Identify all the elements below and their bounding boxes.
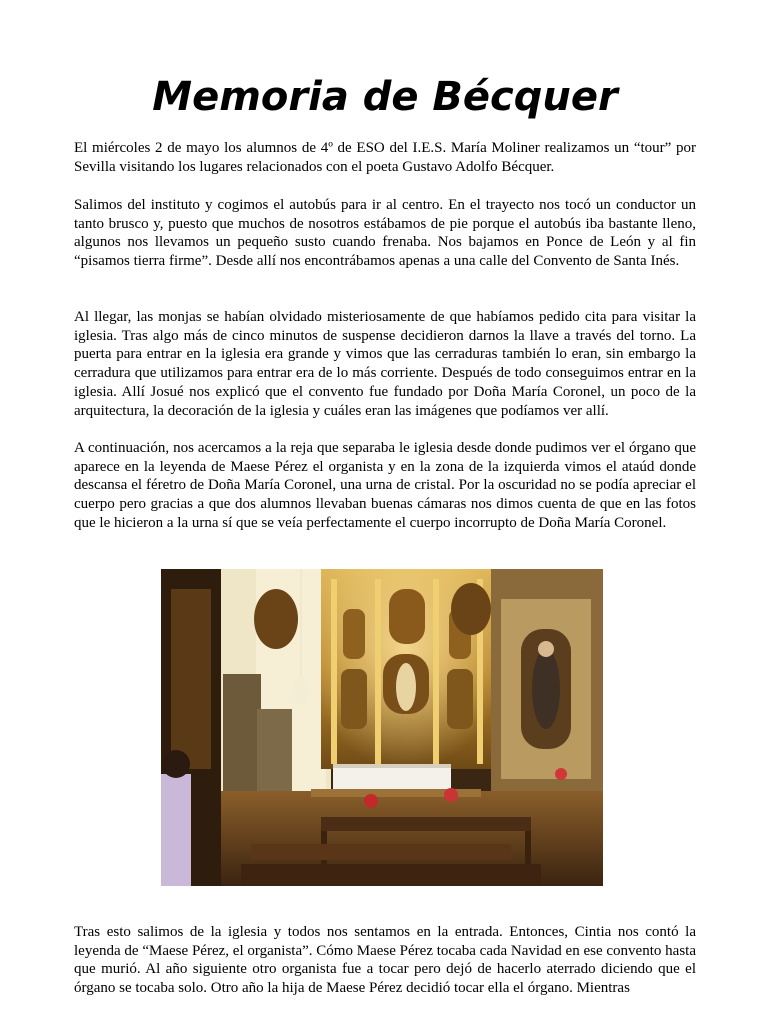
church-altar-photo xyxy=(161,569,603,886)
paragraph-bus-trip: Salimos del instituto y cogimos el autobús para ir al centro. En el trayecto nos tocó un conductor un tanto brusco y, puesto que muchos de nosotros estábamos de pie porque el autobús iba bastante lleno, algunos nos llevamos un pequeño susto cuando frenaba. Nos bajamos en Ponce de León y al fin “pisamos tierra firme”. Desde allí nos encontrábamos apenas a una calle del Convento de Santa Inés. xyxy=(74,197,696,270)
paragraph-intro: El miércoles 2 de mayo los alumnos de 4º de ESO del I.E.S. María Moliner realizamos un “tour” por Sevilla visitando los lugares relacionados con el poeta Gustavo Adolfo Bécquer. xyxy=(74,140,696,175)
document-title: Memoria de Bécquer xyxy=(152,74,618,120)
paragraph-church-visit: A continuación, nos acercamos a la reja que separaba le iglesia desde donde pudimos ver el órgano que aparece en la leyenda de Maese Pérez el organista y en la zona de la izquierda vimos el ataúd donde descansa el féretro de Doña María Coronel, una urna de cristal. Por la oscuridad no se podía apreciar el cuerpo pero gracias a que dos alumnos llevaban buenas cámaras nos dimos cuenta de que en las fotos que le hicieron a la urna sí que se veía perfectamente el cuerpo incorrupto de Doña María Coronel. xyxy=(74,440,696,531)
paragraph-arrival: Al llegar, las monjas se habían olvidado misteriosamente de que habíamos pedido cita para visitar la iglesia. Tras algo más de cinco minutos de suspense decidieron darnos la llave a través del torno. La puerta para entrar en la iglesia era grande y vimos que las cerraduras también lo eran, sin embargo la cerradura que utilizamos para entrar era de lo más corriente. Después de todo conseguimos entrar en la iglesia. Allí Josué nos explicó que el convento fue fundado por Doña María Coronel, un poco de la arquitectura, la decoración de la iglesia y cuáles eran las imágenes que podíamos ver allí. xyxy=(74,309,696,419)
paragraph-legend: Tras esto salimos de la iglesia y todos nos sentamos en la entrada. Entonces, Cintia nos contó la leyenda de “Maese Pérez, el organista”. Cómo Maese Pérez tocaba cada Navidad en ese convento hasta que murió. Al año siguiente otro organista fue a tocar pero dejó de hacerlo aterrado diciendo que el órgano se tocaba solo. Otro año la hija de Maese Pérez decidió tocar ella el órgano. Mientras xyxy=(74,924,696,997)
